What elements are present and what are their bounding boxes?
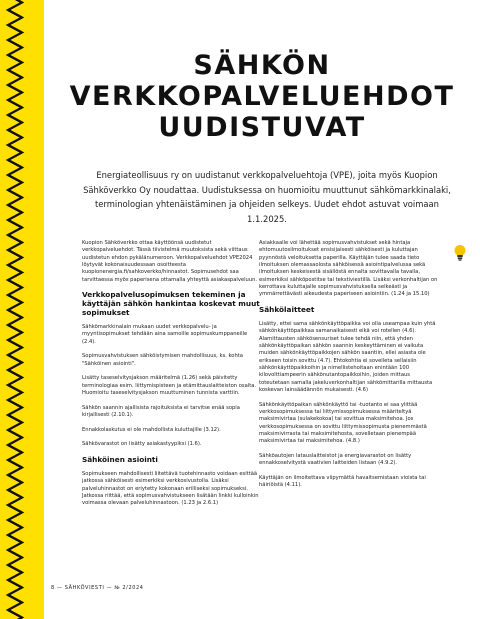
body-paragraph: Käyttäjän on ilmoitettava viipymättä havaitsemistaan vioista tai häiriöistä (4.11). (259, 475, 426, 489)
section-heading-contract: Verkkopalvelusopimuksen tekeminen ja käyttäjän sähkön hankintaa koskevat muut sopimukset (82, 290, 260, 318)
title-line-1: SÄHKÖN (193, 50, 331, 81)
intro-paragraph: Kuopion Sähköverkko ottaa käyttöönsä uudistetut verkkopalveluehdot. Tässä tiivistelmä muutoksista sekä viittaus uudistetun ehdon pykälänumeroon. Verkkopalveluehdot VPE2024 löytyvät kokonaisuudessaan osoitteesta kuopionenergia.fi/sahkoverkko/hinnastot. Sopimusehdot saa tarvittaessa myös paperisena ottamalla yhteyttä asiakaspalveluun. (82, 240, 258, 283)
body-paragraph: Sähkömarkkinalain mukaan uudet verkkopalvelu- ja myyntisopimukset tehdään aina samoille sopimuskumppaneille (2.4). (82, 324, 248, 345)
body-paragraph: Sähkönkäyttöpaikan sähkönkäyttö tai -tuotanto ei saa ylittää verkkosopimuksessa tai liittymissopimuksessa määriteltyä maksimivirtaa (sulakekokoa) tai sovittua maksimitehoa. Jos verkkosopimuksessa on sovittu liittymissopimusta pienemmästä maksimivirrasta tai maksimitehosta, sovelletaan pienempää maksimivirtaa tai maksimitehoa. (4.8.) (259, 401, 427, 445)
body-paragraph: Lisätty, ettei sama sähkönkäyttöpaikka voi olla useampaa kuin yhtä sähkönkäyttöpaikkaa samanaikaisesti eikä voi rotellen (4.6). Alamittausten sähkösensuriset tulee tehdä niin, että yhden sähkönkäyttöpaikan sähkön saannin keskeyttäminen ei vaikuta muiden sähkönkäyttöpaikkojen sähkön saantiin, ellei asiasta ole erikseen toisin sovittu (4.7). Ehtokohtia ei sovelleta sellaisiin sähkönkäyttöpaikkoihin ja nimellistehoitaan enintään 100 kilovolttiampeerin sähkönutantopaikkoihin, joiden mittaus toteutetaan samalla jakeluverkonhaltijan sähkömittarilla mittausta koskevan lainsäädännön mukaisesti. (4.6) (259, 320, 436, 394)
lightbulb-icon (453, 244, 467, 262)
body-paragraph: Sopimukseen mahdollisesti liitettävä tuotehinnasto voidaan esittää jatkossa sähköisesti esimerkiksi verkkosivustolla. Lisäksi palveluhinnastot on eriytetty kokonaan erilliseksi sopimukseksi. Jatkossa riittää, että sopimusvahvistukseen lisätään linkki kulloinkin voimassa olevaan palveluhinnastoon. (1.23 ja 2.6.1) (82, 470, 259, 507)
lead-paragraph: Energiateollisuus ry on uudistanut verkkopalveluehtoja (VPE), joita myös Kuopion Sähköverkko Oy noudattaa. Uudistuksessa on huomioitu muuttunut sähkömarkkinalaki, terminologian yhtenäistäminen ja ohjeiden selkeys. Uudet ehdot astuvat voimaan 1.1.2025. (83, 170, 451, 224)
title-line-3: UUDISTUVAT (158, 112, 366, 143)
body-paragraph: Lisätty taseselvitysjakson määritelmä (1.26) sekä päivitetty terminologiaa esim. liittymispisteen ja etämittauslaitteiston osalta. Huomioitu taseselvitysjakson muuttuminen tunnista varttiin. (82, 375, 257, 397)
body-paragraph: Sähkövarastot on lisätty asiakastyypiksi (1.6). (82, 441, 202, 448)
body-paragraph: Sähkön saannin ajallisista rajoituksista ei tarvitse enää sopia kirjallisesti (2.10.1). (82, 404, 240, 419)
decorative-yellow-band (0, 0, 44, 619)
left-column (82, 240, 262, 515)
body-paragraph: Sopimusvahvistuksen sähköistymisen mahdollisuus, ks. kohta "Sähköinen asiointi". (82, 353, 243, 367)
page-footer: 8 — SÄHKÖVIESTI — № 2/2024 (51, 585, 144, 591)
section-heading-devices: Sähkölaitteet (259, 305, 315, 315)
body-paragraph: Asiakkaalle voi lähettää sopimusvahvistukset sekä hintaja ehtomuutosilmoitukset ensisijaisesti sähköisesti ja kuluttajan pyynnöstä veloituksetta paperilla. Käyttäjän tulee saada tieto ilmoituksen olemassaolosta sähköisessä asiointipalvelussa sekä ilmoituksen keskeisestä sisällöstä ennalta sovittavalla tavalla, esimerkiksi sähköpostitse tai tekstiviestillä. Lisäksi verkonhaltijan on kerrottava kuluttajalle sopimusvahvistuksella selkeästi ja ymmärrettävästi aikeudesta paperiseen asiointiin. (1.24 ja 15.10) (259, 240, 438, 298)
body-paragraph: Ennakkolaskutus ei ole mahdollista kuluttajille (3.12). (82, 426, 221, 433)
zigzag-pattern-icon (0, 0, 44, 619)
body-paragraph: Sähköautojen latauslaitteistot ja energiavarastot on lisätty ennakkoselvitystä vaativien laitteiden listaan (4.9.2). (259, 453, 412, 467)
title-line-2: VERKKOPALVELUEHDOT (69, 81, 455, 112)
right-column (259, 240, 441, 497)
page-title (44, 50, 480, 143)
section-heading-electronic: Sähköinen asiointi (82, 454, 158, 464)
